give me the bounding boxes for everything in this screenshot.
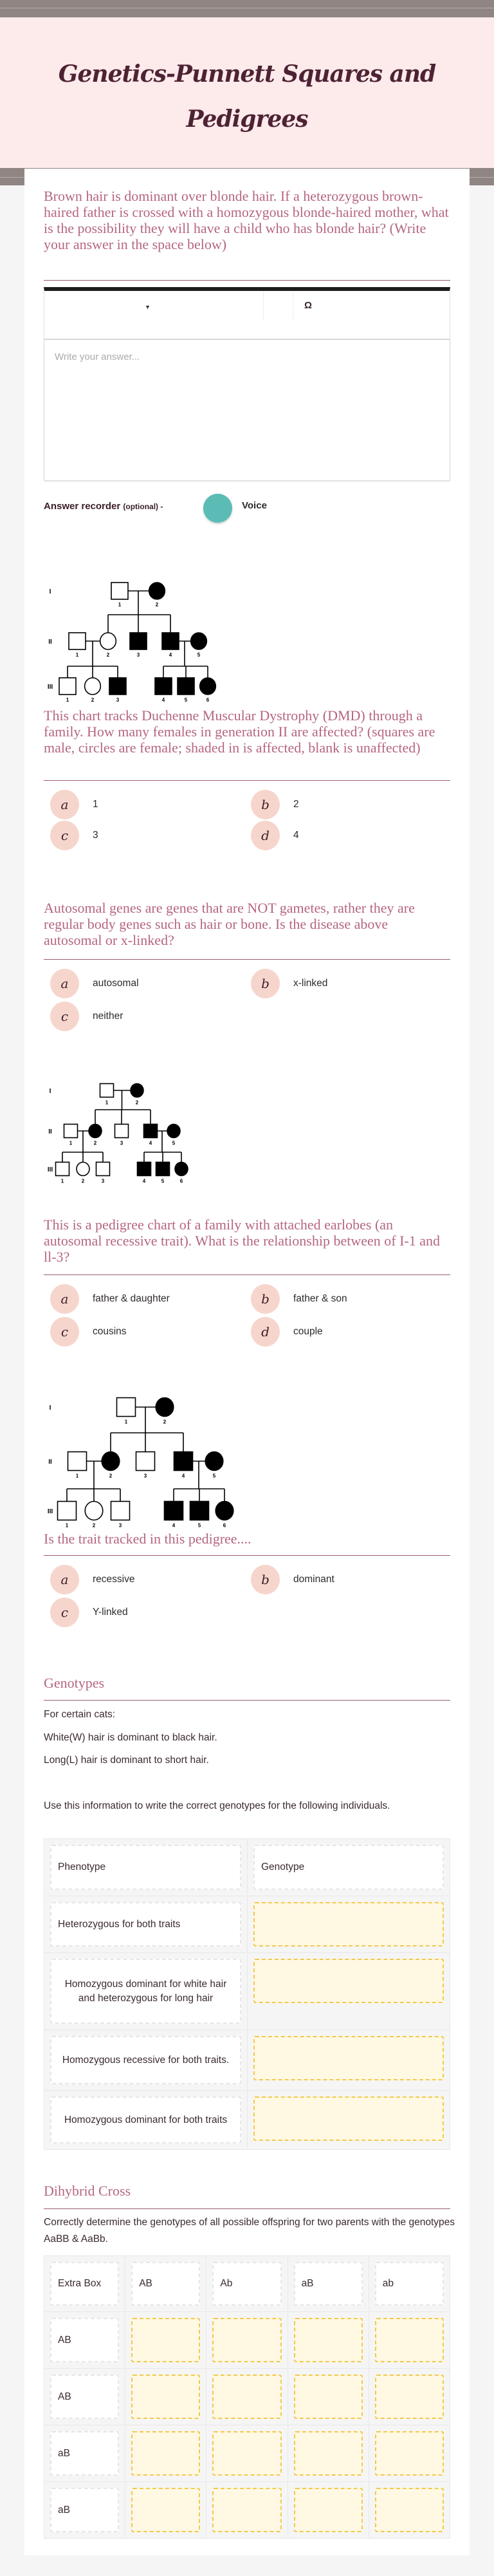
generation-label: II — [48, 639, 52, 646]
genotype-answer-input[interactable] — [253, 2096, 444, 2141]
option-letter-badge: b — [251, 790, 280, 819]
option-letter-badge: b — [251, 1565, 280, 1594]
individual-number: 2 — [81, 1178, 85, 1184]
option-text: recessive — [93, 1574, 135, 1585]
option-letter-badge: b — [251, 1284, 280, 1314]
individual-number: 5 — [161, 1178, 165, 1184]
genotypes-rule-1: White(W) hair is dominant to black hair. — [44, 1732, 217, 1743]
gamete-row-header: AB — [50, 2318, 119, 2362]
option-letter-badge: a — [50, 790, 79, 819]
individual-number: 5 — [197, 1522, 201, 1529]
offspring-genotype-input[interactable] — [212, 2431, 281, 2476]
option-text: 4 — [293, 830, 299, 841]
option-text: father & daughter — [93, 1293, 170, 1304]
voice-label: Voice — [242, 500, 267, 511]
answer-option-a[interactable] — [50, 969, 139, 998]
answer-option-b[interactable] — [251, 969, 327, 998]
individual-number: 2 — [109, 1473, 113, 1479]
individual-number: 1 — [124, 1419, 128, 1425]
individual-number: 1 — [75, 652, 79, 658]
option-letter-badge: c — [50, 1317, 79, 1347]
genotype-header: Genotype — [253, 1845, 444, 1890]
genotypes-heading: Genotypes — [44, 1675, 105, 1691]
answer-option-a[interactable] — [50, 790, 98, 819]
offspring-genotype-input[interactable] — [131, 2488, 200, 2532]
individual-number: 5 — [172, 1140, 176, 1146]
offspring-genotype-input[interactable] — [294, 2488, 363, 2532]
generation-label: III — [47, 684, 53, 691]
individual-number: 1 — [105, 1099, 109, 1106]
gamete-row-header: aB — [50, 2431, 119, 2476]
generation-label: III — [47, 1166, 53, 1173]
answer-option-b[interactable] — [251, 1565, 334, 1594]
individual-number: 4 — [169, 652, 172, 658]
option-text: cousins — [93, 1326, 127, 1337]
format-dropdown-caret-down-icon[interactable]: ▼ — [145, 304, 151, 310]
recorder-optional-text: (optional) - — [123, 502, 163, 511]
option-letter-badge: b — [251, 969, 280, 998]
individual-number: 5 — [197, 652, 201, 658]
individual-number: 3 — [136, 652, 140, 658]
option-text: couple — [293, 1326, 323, 1337]
option-text: dominant — [293, 1574, 334, 1585]
divider — [44, 1274, 450, 1275]
option-text: Y-linked — [93, 1607, 128, 1618]
table-row — [44, 1896, 450, 1953]
offspring-genotype-input[interactable] — [131, 2318, 200, 2362]
gamete-column-header: Ab — [212, 2262, 281, 2306]
generation-label: II — [48, 1459, 52, 1466]
generation-label: I — [49, 588, 51, 595]
offspring-genotype-input[interactable] — [375, 2318, 444, 2362]
divider — [44, 959, 450, 960]
gamete-row-header: aB — [50, 2488, 119, 2532]
table-row — [44, 1953, 450, 2030]
phenotype-header: Phenotype — [50, 1845, 241, 1890]
table-row — [44, 2030, 450, 2091]
individual-number: 3 — [116, 697, 120, 703]
genotypes-instructions: Use this information to write the correct genotypes for the following individuals. — [44, 1800, 390, 1811]
question-5-prompt: Is the trait tracked in this pedigree.... — [44, 1531, 252, 1547]
individual-number: 1 — [60, 1178, 64, 1184]
individual-number: 4 — [149, 1140, 152, 1146]
answer-placeholder: Write your answer... — [55, 351, 140, 362]
dihybrid-heading: Dihybrid Cross — [44, 2183, 131, 2199]
offspring-genotype-input[interactable] — [212, 2488, 281, 2532]
answer-option-c[interactable] — [50, 1598, 128, 1627]
offspring-genotype-input[interactable] — [294, 2375, 363, 2419]
offspring-genotype-input[interactable] — [375, 2488, 444, 2532]
individual-number: 2 — [91, 697, 95, 703]
individual-number: 2 — [163, 1419, 167, 1425]
individual-number: 6 — [179, 1178, 183, 1184]
option-letter-badge: c — [50, 821, 79, 850]
answer-option-c[interactable] — [50, 1317, 127, 1347]
option-letter-badge: a — [50, 1284, 79, 1314]
individual-number: 6 — [206, 697, 210, 703]
question-4-prompt: This is a pedigree chart of a family with attached earlobes (an autosomal recessive trait). What is the relationship between of I-1 and ll-3? — [44, 1217, 440, 1265]
table-row — [44, 2482, 450, 2539]
answer-textarea[interactable] — [44, 339, 450, 481]
divider — [44, 280, 450, 281]
individual-number: 2 — [135, 1099, 139, 1106]
genotype-answer-input[interactable] — [253, 1959, 444, 2003]
answer-option-d[interactable] — [251, 821, 299, 850]
special-character-omega-icon[interactable]: Ω — [304, 300, 313, 311]
genotypes-intro: For certain cats: — [44, 1709, 116, 1720]
offspring-genotype-input[interactable] — [131, 2431, 200, 2476]
recorder-label-text: Answer recorder — [44, 501, 121, 512]
individual-number: 4 — [181, 1473, 185, 1479]
divider — [44, 1700, 450, 1701]
option-letter-badge: c — [50, 1002, 79, 1031]
individual-number: 5 — [212, 1473, 216, 1479]
individual-number: 1 — [69, 1140, 73, 1146]
individual-number: 1 — [118, 602, 122, 608]
individual-number: 6 — [223, 1522, 226, 1529]
genotype-table — [44, 1838, 450, 2150]
option-text: father & son — [293, 1293, 347, 1304]
option-letter-badge: a — [50, 1565, 79, 1594]
answer-option-d[interactable] — [251, 1317, 323, 1347]
title-line-2: Pedigrees — [186, 106, 308, 133]
offspring-genotype-input[interactable] — [375, 2375, 444, 2419]
genotype-answer-input[interactable] — [253, 1902, 444, 1946]
answer-option-a[interactable] — [50, 1565, 134, 1594]
option-text: neither — [93, 1011, 124, 1022]
individual-number: 2 — [92, 1522, 96, 1529]
offspring-genotype-input[interactable] — [294, 2431, 363, 2476]
individual-number: 3 — [101, 1178, 105, 1184]
option-letter-badge: a — [50, 969, 79, 998]
option-text: 3 — [93, 830, 98, 841]
individual-number: 1 — [75, 1473, 79, 1479]
gamete-column-header: ab — [375, 2262, 444, 2306]
answer-option-b[interactable] — [251, 790, 299, 819]
table-row — [44, 2369, 450, 2425]
divider — [44, 2208, 450, 2209]
option-text: 1 — [93, 799, 98, 810]
generation-label: I — [49, 1405, 51, 1412]
answer-option-b[interactable] — [251, 1284, 347, 1314]
table-header-row — [44, 1839, 450, 1896]
option-letter-badge: d — [251, 821, 280, 850]
individual-number: 4 — [161, 697, 165, 703]
answer-option-c[interactable] — [50, 1002, 123, 1031]
offspring-genotype-input[interactable] — [294, 2318, 363, 2362]
offspring-genotype-input[interactable] — [212, 2375, 281, 2419]
offspring-genotype-input[interactable] — [212, 2318, 281, 2362]
question-1-prompt: Brown hair is dominant over blonde hair. If a heterozygous brown-haired father is crossed with a homozygous blonde-haired mother, what is the possibility they will have a child who has blonde hair? (Write your answer in the space below) — [44, 188, 449, 252]
genotypes-rule-2: Long(L) hair is dominant to short hair. — [44, 1755, 209, 1766]
individual-number: 5 — [184, 697, 188, 703]
individual-number: 2 — [155, 602, 159, 608]
option-text: x-linked — [293, 978, 328, 989]
phenotype-cell: Homozygous dominant for white hair and heterozygous for long hair — [50, 1959, 241, 2024]
table-row — [44, 2091, 450, 2150]
question-3-prompt: Autosomal genes are genes that are NOT gametes, rather they are regular body genes such as hair or bone. Is the disease above autosomal or x-linked? — [44, 900, 415, 948]
page-title — [0, 51, 494, 142]
corner-cell: Extra Box — [50, 2262, 119, 2306]
individual-number: 2 — [93, 1140, 97, 1146]
generation-label: II — [48, 1128, 52, 1135]
individual-number: 4 — [172, 1522, 176, 1529]
answer-recorder-label — [44, 501, 163, 512]
divider — [44, 1555, 450, 1556]
option-text: 2 — [293, 799, 299, 810]
offspring-genotype-input[interactable] — [375, 2431, 444, 2476]
toolbar-divider — [263, 291, 264, 321]
individual-number: 1 — [66, 697, 69, 703]
individual-number: 3 — [143, 1473, 147, 1479]
generation-label: I — [49, 1088, 51, 1095]
answer-option-c[interactable] — [50, 821, 98, 850]
offspring-genotype-input[interactable] — [131, 2375, 200, 2419]
record-voice-button[interactable] — [203, 494, 232, 523]
phenotype-cell: Heterozygous for both traits — [50, 1902, 241, 1946]
divider — [44, 780, 450, 781]
gamete-column-header: aB — [294, 2262, 363, 2306]
individual-number: 3 — [118, 1522, 122, 1529]
phenotype-cell: Homozygous dominant for both traits — [50, 2096, 241, 2143]
individual-number: 1 — [65, 1522, 69, 1529]
answer-option-a[interactable] — [50, 1284, 170, 1314]
individual-number: 3 — [120, 1140, 124, 1146]
punnett-square-table — [44, 2255, 450, 2539]
table-header-row — [44, 2256, 450, 2312]
individual-number: 4 — [142, 1178, 146, 1184]
gamete-row-header: AB — [50, 2375, 119, 2419]
option-letter-badge: d — [251, 1317, 280, 1347]
option-text: autosomal — [93, 978, 139, 989]
dihybrid-instructions: Correctly determine the genotypes of all possible offspring for two parents with the genotypes AaBB & AaBb. — [44, 2217, 455, 2245]
question-2-prompt: This chart tracks Duchenne Muscular Dystrophy (DMD) through a family. How many females in generation II are affected? (squares are male, circles are female; shaded in is affected, blank is unaffected) — [44, 707, 435, 756]
table-row — [44, 2312, 450, 2369]
gamete-column-header: AB — [131, 2262, 200, 2306]
generation-label: III — [47, 1508, 53, 1515]
table-row — [44, 2425, 450, 2482]
individual-number: 2 — [106, 652, 110, 658]
title-line-1: Genetics-Punnett Squares and — [58, 61, 436, 88]
genotype-answer-input[interactable] — [253, 2036, 444, 2080]
phenotype-cell: Homozygous recessive for both traits. — [50, 2036, 241, 2084]
editor-toolbar — [44, 287, 450, 339]
option-letter-badge: c — [50, 1598, 79, 1627]
